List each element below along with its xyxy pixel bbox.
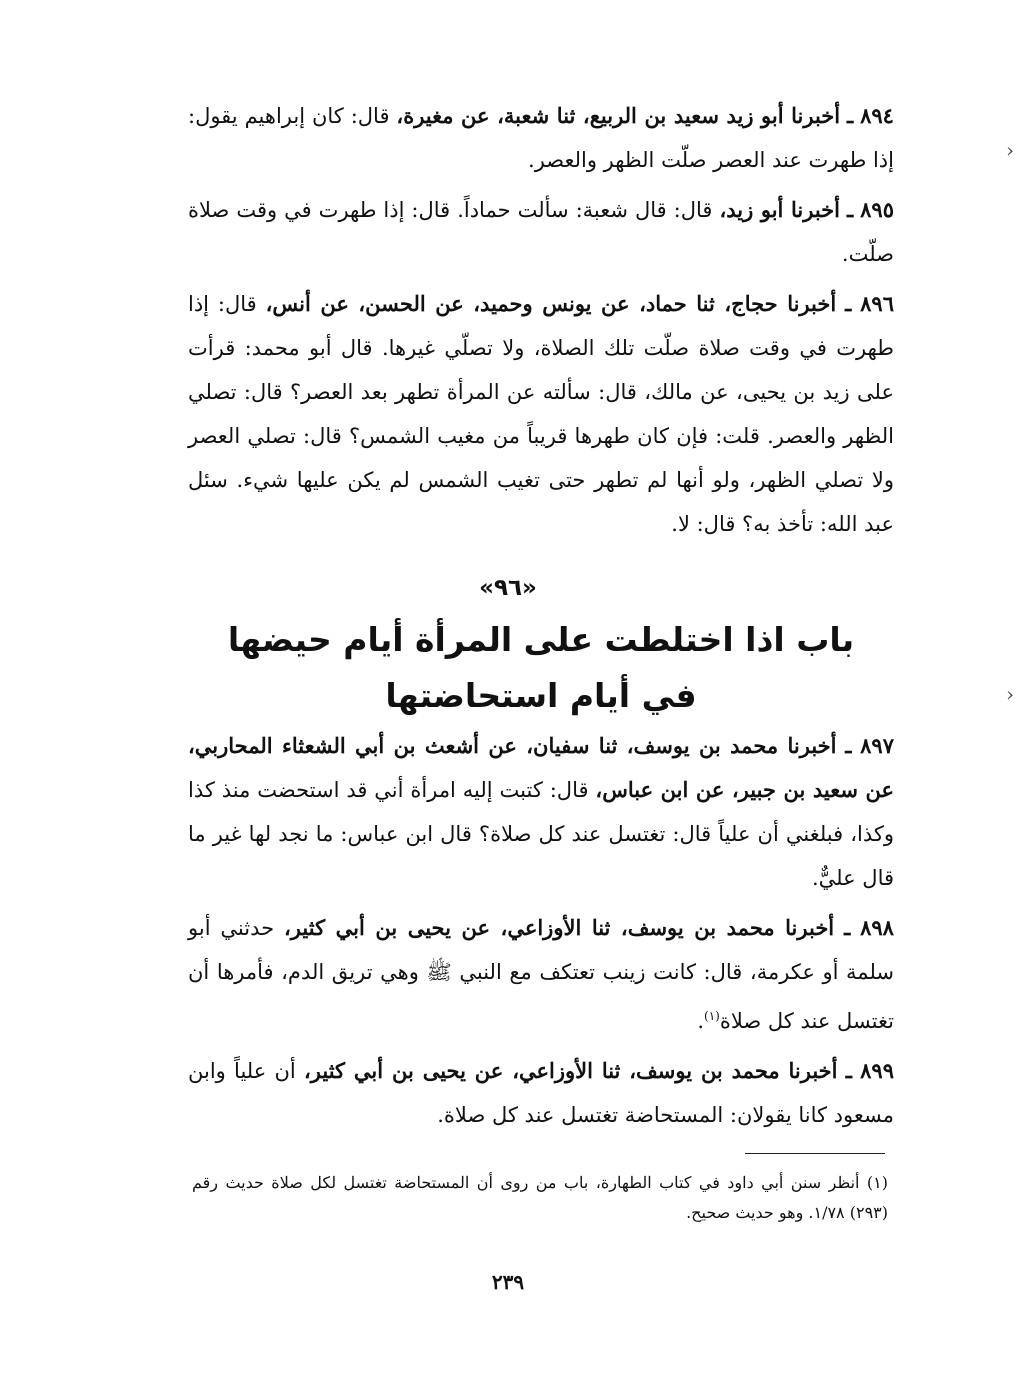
hadith-899 — [188, 1049, 894, 1137]
footnote-marker: (١) — [866, 1173, 888, 1192]
hadith-number: ٨٩٧ — [860, 733, 894, 758]
hadith-894 — [188, 94, 894, 182]
page-number: ٢٣٩ — [491, 1270, 525, 1294]
hadith-897 — [188, 724, 894, 900]
dash: ـ — [845, 1058, 852, 1083]
dash: ـ — [845, 291, 852, 316]
hadith-matn: قال: كتبت إليه امرأة أني قد استحضت منذ كذا وكذا، فبلغني أن علياً قال: تغتسل عند كل صلاة؟ قال ابن عباس: ما نجد لها غير ما قال عليٌّ. — [188, 778, 894, 890]
hadith-number: ٨٩٥ — [860, 197, 894, 222]
hadith-isnad: أخبرنا أبو زيد سعيد بن الربيع، ثنا شعبة، عن مغيرة، — [396, 103, 841, 128]
footnote-divider — [745, 1153, 885, 1154]
hadith-matn: أن علياً وابن مسعود كانا يقولان: المستحاضة تغتسل عند كل صلاة. — [188, 1059, 894, 1127]
hadith-isnad: أخبرنا أبو زيد، — [719, 197, 840, 222]
chapter-number: «٩٦» — [479, 575, 537, 601]
hadith-section-2 — [188, 724, 894, 1137]
hadith-number: ٨٩٩ — [860, 1058, 894, 1083]
hadith-isnad: أخبرنا محمد بن يوسف، ثنا سفيان، عن أشعث بن أبي الشعثاء المحاربي، عن سعيد بن جبير، عن ابن عباس، — [188, 733, 894, 802]
period: . — [697, 1009, 705, 1033]
scan-margin-mark: ‹ — [1006, 138, 1014, 162]
hadith-896 — [188, 282, 894, 546]
hadith-matn: حدثني أبو سلمة أو عكرمة، قال: كانت زينب تعتكف مع النبي ﷺ وهي تريق الدم، فأمرها أن تغتسل عند كل صلاة — [188, 916, 894, 1033]
hadith-matn: قال: كان إبراهيم يقول: إذا طهرت عند العصر صلّت الظهر والعصر. — [188, 104, 894, 172]
hadith-number: ٨٩٨ — [860, 915, 894, 940]
footnote-text: أنظر سنن أبي داود في كتاب الطهارة، باب من روى أن المستحاضة تغتسل لكل صلاة حديث رقم (٢٩٣) ١/٧٨. وهو حديث صحيح. — [192, 1173, 888, 1222]
chapter-title-line-1: باب اذا اختلطت على المرأة أيام حيضها — [227, 620, 855, 659]
hadith-isnad: أخبرنا محمد بن يوسف، ثنا الأوزاعي، عن يحيى بن أبي كثير، — [284, 915, 835, 940]
hadith-matn: قال: إذا طهرت في وقت صلاة صلّت تلك الصلاة، ولا تصلّي غيرها. قال أبو محمد: قرأت على زيد بن يحيى، عن مالك، قال: سألته عن المرأة تطهر بعد العصر؟ قال: تصلي الظهر والعصر. قلت: فإن كان طهرها قريباً من مغيب الشمس؟ قال: تصلي العصر ولا تصلي الظهر، ولو أنها لم تطهر حتى تغيب الشمس لم يكن عليها شيء. سئل عبد الله: تأخذ به؟ قال: لا. — [188, 292, 894, 536]
chapter-title — [180, 612, 902, 724]
hadith-section-1 — [188, 94, 894, 546]
hadith-number: ٨٩٦ — [860, 291, 894, 316]
dash: ـ — [847, 103, 854, 128]
chapter-title-line-2: في أيام استحاضتها — [385, 676, 697, 715]
footnote-1 — [192, 1168, 888, 1228]
dash: ـ — [844, 915, 851, 940]
dash: ـ — [847, 197, 854, 222]
footnote-reference[interactable]: (١) — [704, 1009, 720, 1023]
dash: ـ — [845, 733, 852, 758]
hadith-898 — [188, 906, 894, 1043]
hadith-matn: قال: قال شعبة: سألت حماداً. قال: إذا طهرت في وقت صلاة صلّت. — [188, 198, 894, 266]
hadith-number: ٨٩٤ — [860, 103, 894, 128]
scan-margin-mark: ‹ — [1006, 682, 1014, 706]
hadith-isnad: أخبرنا محمد بن يوسف، ثنا الأوزاعي، عن يحيى بن أبي كثير، — [304, 1058, 838, 1083]
hadith-895 — [188, 188, 894, 276]
hadith-isnad: أخبرنا حجاج، ثنا حماد، عن يونس وحميد، عن الحسن، عن أنس، — [265, 291, 837, 316]
footnotes — [192, 1168, 888, 1228]
